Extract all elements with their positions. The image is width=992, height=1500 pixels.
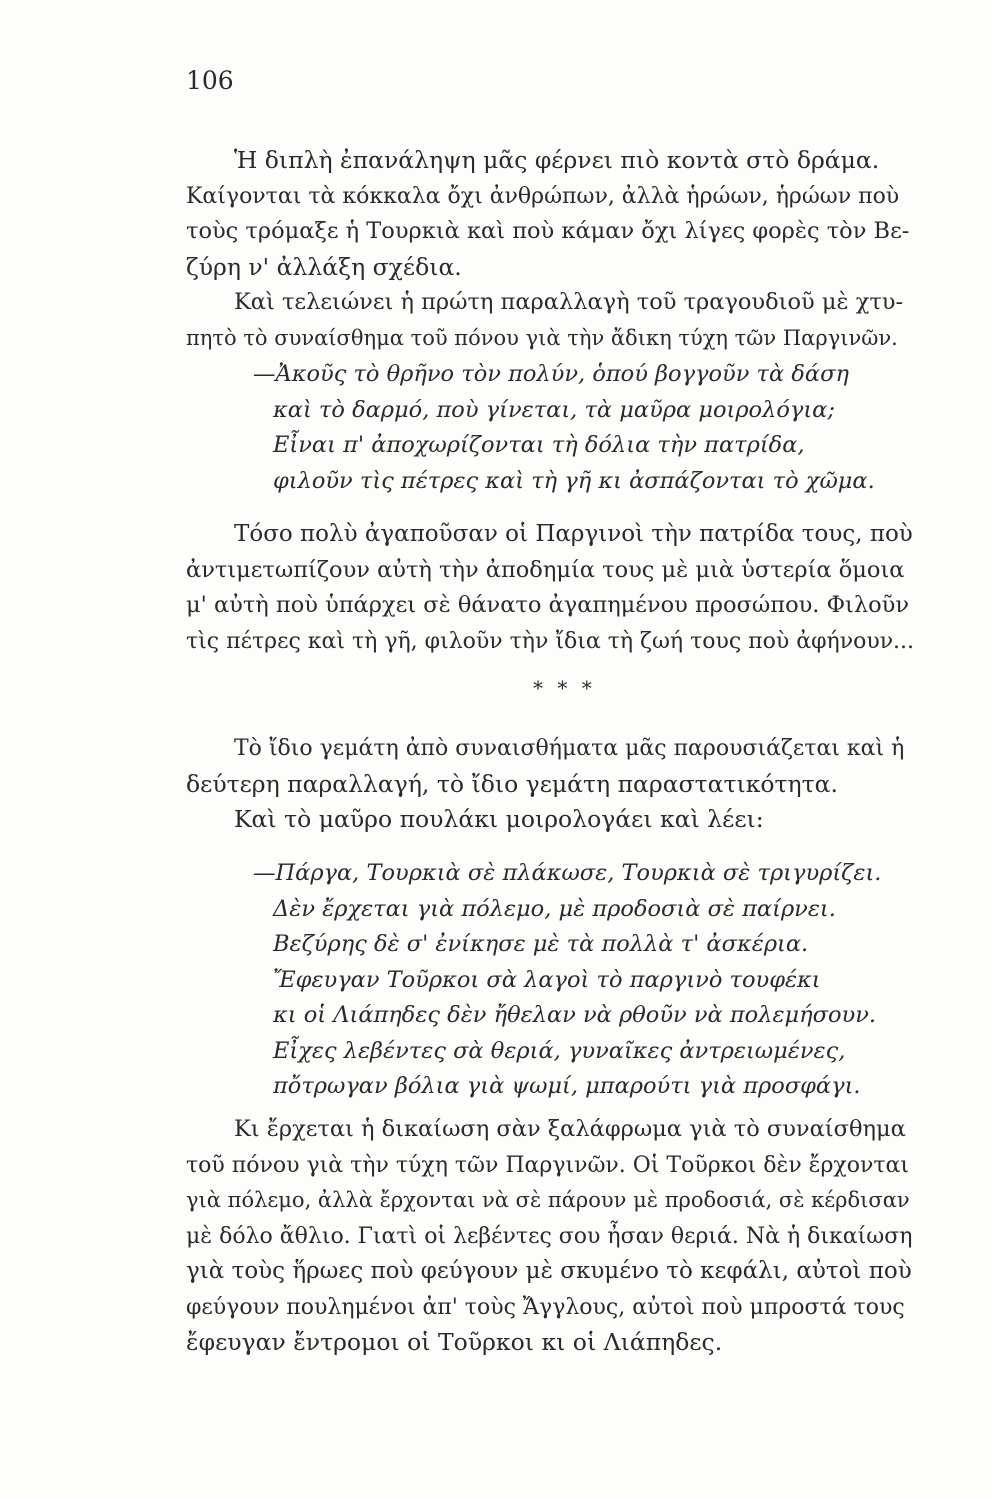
- text-line: μ' αὐτὴ ποὺ ὑπάρχει σὲ θάνατο ἀγαπημένου προσώπου. Φιλοῦν: [186, 592, 910, 618]
- text-line: πητὸ τὸ συναίσθημα τοῦ πόνου γιὰ τὴν ἄδικη τύχη τῶν Παργινῶν.: [186, 325, 898, 350]
- verse-line: —Πάργα, Τουρκιὰ σὲ πλάκωσε, Τουρκιὰ σὲ τριγυρίζει.: [253, 860, 882, 886]
- text-line: Καὶ τελειώνει ἡ πρώτη παραλλαγὴ τοῦ τραγουδιοῦ μὲ χτυ-: [234, 289, 904, 315]
- text-line: ἀντιμετωπίζουν αὐτὴ τὴν ἀποδημία τους μὲ μιὰ ὑστερία ὅμοια: [186, 556, 905, 583]
- text-line: γιὰ τοὺς ἥρωες ποὺ φεύγουν μὲ σκυμένο τὸ κεφάλι, αὐτοὶ ποὺ: [186, 1258, 912, 1284]
- verse-2: [253, 856, 881, 1105]
- text-line: δεύτερη παραλλαγή, τὸ ἴδιο γεμάτη παραστατικότητα.: [186, 769, 838, 798]
- paragraph-3: [186, 517, 914, 659]
- verse-line: κι οἱ Λιάπηδες δὲν ἤθελαν νὰ ρθοῦν νὰ πολεμήσουν.: [273, 1002, 877, 1028]
- verse-line: Βεζύρης δὲ σ' ἐνίκησε μὲ τὰ πολλὰ τ' ἀσκέρια.: [273, 931, 809, 957]
- section-separator: * * *: [533, 676, 596, 700]
- paragraph-6: [186, 1112, 914, 1361]
- paragraph-2: [186, 285, 914, 356]
- text-line: φεύγουν πουλημένοι ἀπ' τοὺς Ἄγγλους, αὐτοὶ ποὺ μπροστά τους: [186, 1294, 905, 1320]
- text-line: τοὺς τρόμαξε ἡ Τουρκιὰ καὶ ποὺ κάμαν ὄχι λίγες φορὲς τὸν Βε-: [186, 218, 910, 244]
- text-line: Κι ἔρχεται ἡ δικαίωση σὰν ξαλάφρωμα γιὰ τὸ συναίσθημα: [234, 1116, 906, 1142]
- text-line: μὲ δόλο ἄθλιο. Γιατὶ οἱ λεβέντες σου ἦσαν θεριά. Νὰ ἡ δικαίωση: [186, 1223, 913, 1249]
- verse-1: [253, 357, 875, 499]
- verse-line: πὄτρωγαν βόλια γιὰ ψωμί, μπαρούτι γιὰ προσφάγι.: [273, 1073, 861, 1099]
- verse-line: φιλοῦν τὶς πέτρες καὶ τὴ γῆ κι ἀσπάζονται τὸ χῶμα.: [273, 467, 875, 494]
- text-line: ἔφευγαν ἔντρομοι οἱ Τοῦρκοι κι οἱ Λιάπηδες.: [186, 1328, 723, 1356]
- verse-line: Εἶχες λεβέντες σὰ θεριά, γυναῖκες ἀντρειωμένες,: [273, 1037, 846, 1064]
- text-line: Ἡ διπλὴ ἐπανάληψη μᾶς φέρνει πιὸ κοντὰ στὸ δράμα.: [234, 146, 880, 174]
- paragraph-1: [186, 143, 914, 285]
- text-line: γιὰ πόλεμο, ἀλλὰ ἔρχονται νὰ σὲ πάρουν μὲ προδοσιά, σὲ κέρδισαν: [186, 1188, 910, 1212]
- page-number: 106: [186, 66, 234, 95]
- verse-line: Ἔφευγαν Τοῦρκοι σὰ λαγοὶ τὸ παργινὸ τουφέκι: [273, 966, 821, 993]
- verse-line: —Ἀκοῦς τὸ θρῆνο τὸν πολύν, ὁπού βογγοῦν τὰ δάση: [253, 361, 849, 387]
- text-line: ζύρη ν' ἀλλάξη σχέδια.: [186, 252, 462, 281]
- text-line: τὶς πέτρες καὶ τὴ γῆ, φιλοῦν τὴν ἴδια τὴ ζωή τους ποὺ ἀφήνουν...: [186, 628, 915, 654]
- paragraph-4: [186, 731, 914, 802]
- text-line: Τὸ ἴδιο γεμάτη ἀπὸ συναισθήματα μᾶς παρουσιάζεται καὶ ἡ: [234, 736, 905, 761]
- verse-line: καὶ τὸ δαρμό, ποὺ γίνεται, τὰ μαῦρα μοιρολόγια;: [273, 396, 835, 423]
- text-line: Καίγονται τὰ κόκκαλα ὄχι ἀνθρώπων, ἀλλὰ ἡρώων, ἡρώων ποὺ: [186, 183, 900, 209]
- paragraph-5: [186, 802, 914, 838]
- text-line: Καὶ τὸ μαῦρο πουλάκι μοιρολογάει καὶ λέει:: [234, 805, 764, 833]
- text-line: Τόσο πολὺ ἀγαποῦσαν οἱ Παργινοὶ τὴν πατρίδα τους, ποὺ: [234, 521, 913, 547]
- text-line: τοῦ πόνου γιὰ τὴν τύχη τῶν Παργινῶν. Οἱ Τοῦρκοι δὲν ἔρχονται: [186, 1152, 910, 1178]
- verse-line: Εἶναι π' ἀποχωρίζονται τὴ δόλια τὴν πατρίδα,: [273, 432, 805, 458]
- verse-line: Δὲν ἔρχεται γιὰ πόλεμο, μὲ προδοσιὰ σὲ παίρνει.: [273, 895, 836, 922]
